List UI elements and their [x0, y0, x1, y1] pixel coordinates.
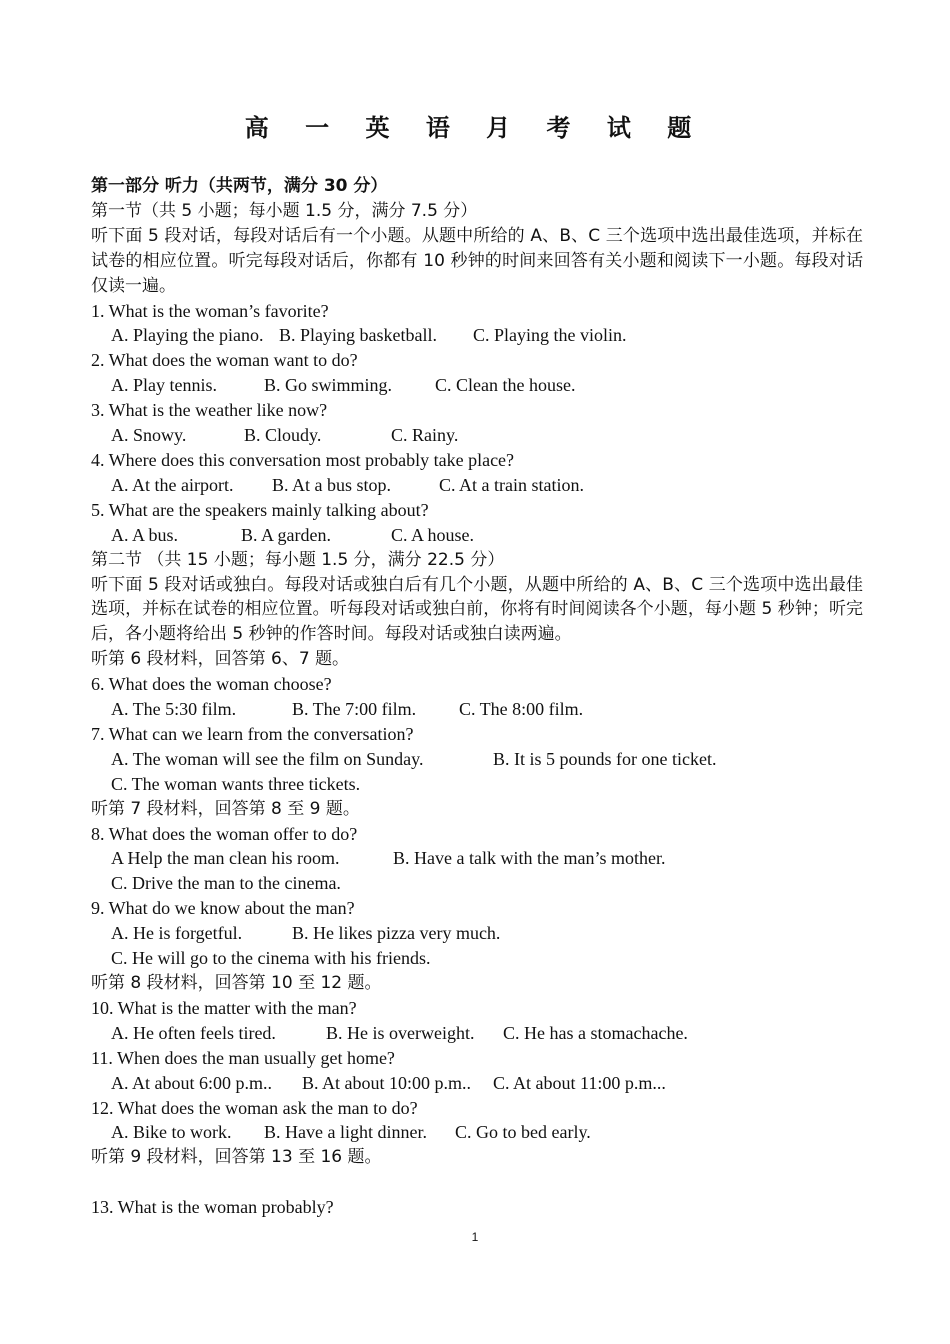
option-b: B. A garden. [241, 524, 331, 545]
option-a: A. The 5:30 film. [111, 699, 237, 720]
question-10: 10. What is the matter with the man? [91, 997, 357, 1018]
option-a: A. Play tennis. [111, 375, 217, 396]
option-b: B. At about 10:00 p.m.. [302, 1072, 472, 1093]
option-a: A. He often feels tired. [111, 1022, 276, 1043]
question-12-options [91, 1120, 863, 1145]
option-b: B. Cloudy. [244, 425, 322, 446]
option-b: B. The 7:00 film. [292, 699, 417, 720]
option-b: B. Have a light dinner. [264, 1122, 427, 1143]
blank-line [91, 1170, 863, 1195]
question-7: 7. What can we learn from the conversation? [91, 723, 414, 744]
question-10-options [91, 1021, 863, 1046]
material-8-note: 听第 8 段材料，回答第 10 至 12 题。 [91, 973, 382, 993]
question-6: 6. What does the woman choose? [91, 674, 332, 695]
page-number: 1 [471, 1230, 479, 1244]
question-3-options [91, 423, 863, 448]
option-c: C. He has a stomachache. [503, 1022, 688, 1043]
question-7-options-ab [91, 747, 863, 772]
option-a: A. Playing the piano. [111, 325, 264, 346]
question-2: 2. What does the woman want to do? [91, 350, 358, 371]
option-c: C. Drive the man to the cinema. [111, 873, 341, 894]
question-3: 3. What is the weather like now? [91, 400, 328, 421]
option-a: A Help the man clean his room. [111, 848, 340, 869]
question-4-options [91, 473, 863, 498]
section1-heading: 第一节（共 5 小题；每小题 1.5 分，满分 7.5 分） [91, 200, 478, 221]
option-c: C. Rainy. [391, 425, 459, 446]
question-13: 13. What is the woman probably? [91, 1197, 334, 1218]
question-8-options-ab [91, 846, 863, 871]
section2-heading: 第二节 （共 15 小题；每小题 1.5 分，满分 22.5 分） [91, 549, 505, 570]
question-5: 5. What are the speakers mainly talking about? [91, 499, 429, 520]
material-9-note: 听第 9 段材料，回答第 13 至 16 题。 [91, 1147, 382, 1168]
question-9-option-c [91, 946, 863, 971]
part1-heading: 第一部分 听力（共两节，满分 30 分） [91, 176, 388, 196]
option-b: B. Have a talk with the man’s mother. [393, 848, 666, 869]
option-a: A. The woman will see the film on Sunday. [111, 748, 424, 769]
option-c: C. Go to bed early. [455, 1122, 591, 1143]
question-2-options [91, 373, 863, 398]
option-a: A. A bus. [111, 524, 179, 545]
option-c: C. At a train station. [439, 474, 584, 495]
section1-instructions: 听下面 5 段对话，每段对话后有一个小题。从题中所给的 A、B、C 三个选项中选出最佳选项，并标在试卷的相应位置。听完每段对话后，你都有 10 秒钟的时间来回答有关小题和阅读下一小题。每段对话仅读一遍。 [91, 225, 863, 296]
option-a: A. Snowy. [111, 425, 187, 446]
option-c: C. Clean the house. [435, 375, 576, 396]
option-c: C. Playing the violin. [473, 325, 627, 346]
option-c: C. At about 11:00 p.m... [493, 1072, 666, 1093]
option-b: B. It is 5 pounds for one ticket. [493, 748, 717, 769]
option-a: A. He is forgetful. [111, 923, 243, 944]
question-9: 9. What do we know about the man? [91, 898, 355, 919]
option-a: A. At about 6:00 p.m.. [111, 1072, 272, 1093]
exam-title: 高 一 英 语 月 考 试 题 [244, 114, 706, 142]
question-11-options [91, 1071, 863, 1096]
option-a: A. Bike to work. [111, 1122, 232, 1143]
option-c: C. He will go to the cinema with his friends. [111, 948, 431, 969]
question-8: 8. What does the woman offer to do? [91, 823, 358, 844]
option-b: B. He is overweight. [326, 1022, 475, 1043]
material-7-note: 听第 7 段材料，回答第 8 至 9 题。 [91, 798, 360, 819]
option-c: C. The woman wants three tickets. [111, 773, 361, 794]
question-1-options [91, 323, 863, 348]
question-9-options-ab [91, 921, 863, 946]
option-b: B. Playing basketball. [279, 325, 437, 346]
option-b: B. At a bus stop. [272, 474, 392, 495]
question-1: 1. What is the woman’s favorite? [91, 300, 329, 321]
question-5-options [91, 523, 863, 548]
option-b: B. He likes pizza very much. [292, 923, 501, 944]
question-7-option-c [91, 772, 863, 797]
question-6-options [91, 697, 863, 722]
option-a: A. At the airport. [111, 474, 234, 495]
question-11: 11. When does the man usually get home? [91, 1047, 395, 1068]
option-c: C. The 8:00 film. [459, 699, 584, 720]
question-4: 4. Where does this conversation most probably take place? [91, 449, 515, 470]
option-c: C. A house. [391, 524, 475, 545]
question-8-option-c [91, 871, 863, 896]
section2-instructions: 听下面 5 段对话或独白。每段对话或独白后有几个小题，从题中所给的 A、B、C 三个选项中选出最佳选项，并标在试卷的相应位置。听每段对话或独白前，你将有时间阅读各个小题，每小题 5 秒钟；听完后，各小题将给出 5 秒钟的作答时间。每段对话或独白读两遍。 [91, 574, 863, 645]
question-12: 12. What does the woman ask the man to do? [91, 1097, 418, 1118]
option-b: B. Go swimming. [264, 375, 393, 396]
material-6-note: 听第 6 段材料，回答第 6、7 题。 [91, 649, 350, 670]
exam-content [91, 174, 863, 1220]
